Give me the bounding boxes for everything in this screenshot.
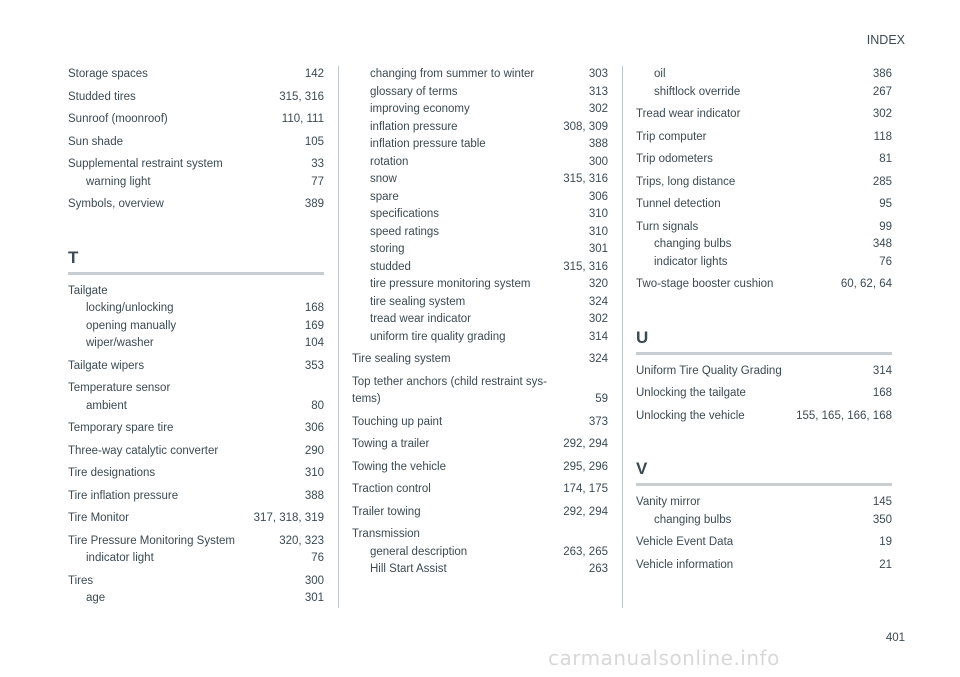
index-term: Top tether anchors (child restraint sys-tems) [352,375,547,405]
index-entry [68,443,324,461]
index-entry [352,119,608,137]
index-term: Three-way catalytic converter [68,444,219,457]
index-entry [352,206,608,224]
index-entry [636,408,892,426]
index-page-refs: 290 [304,444,324,457]
index-page-refs: 310 [588,208,608,220]
index-term: Sun shade [68,135,123,148]
index-group [636,363,892,426]
index-entry [68,318,324,336]
index-entry [352,481,608,499]
index-letter-heading: U [636,328,892,355]
index-entry [352,561,608,579]
index-term: Tires [68,574,94,587]
index-term: Uniform Tire Quality Grading [636,364,782,377]
index-group [352,66,608,579]
index-term: Tunnel detection [636,198,721,210]
index-term: general description [370,545,468,558]
index-page-refs: 21 [879,558,892,571]
index-entry [352,189,608,207]
index-entry [352,504,608,522]
index-term: Sunroof (moonroof) [68,113,168,125]
index-page-refs: 168 [304,302,324,314]
index-entry [68,573,324,591]
index-term: Trip odometers [636,153,713,165]
index-page-refs: 303 [588,68,608,80]
index-page-refs: 263, 265 [563,545,608,558]
index-entry [636,84,892,102]
index-column-1 [68,66,324,608]
index-entry [68,358,324,376]
index-entry [68,174,324,192]
index-page-refs: 60, 62, 64 [840,278,892,290]
index-page-refs: 302 [872,108,892,120]
index-page-refs: 306 [304,422,324,434]
index-entry [352,459,608,477]
index-entry [636,174,892,192]
index-term: Touching up paint [352,415,443,428]
index-page-refs: 118 [873,130,892,143]
index-term: Symbols, overview [68,198,164,210]
index-term: storing [370,243,405,255]
index-page-refs: 59 [595,393,608,405]
index-page-refs: 174, 175 [563,483,608,495]
index-entry [68,533,324,551]
watermark: carmanualsonline.info [548,646,780,670]
index-page-refs: 300 [304,574,324,587]
index-term: age [86,592,106,604]
index-entry [352,414,608,432]
index-term: Tire sealing system [352,353,451,365]
index-entry [352,101,608,119]
index-term: studded [370,260,411,273]
index-page-refs: 389 [304,198,324,210]
column-divider [622,66,623,608]
index-term: inflation pressure table [370,138,486,150]
index-group [636,66,892,294]
index-term: opening manually [86,319,177,332]
index-page-refs: 386 [872,68,892,80]
index-term: Storage spaces [68,68,148,80]
index-entry [68,196,324,214]
index-entry [352,66,608,84]
index-page-refs: 310 [588,225,608,238]
index-term: changing from summer to winter [370,68,535,80]
index-entry [352,171,608,189]
index-term: speed ratings [370,225,440,238]
index-term: spare [370,190,399,203]
index-entry [352,241,608,259]
running-header: INDEX [866,33,905,47]
index-term: changing bulbs [654,238,732,250]
index-entry [352,276,608,294]
index-page-refs: 81 [879,153,892,165]
index-page-refs: 292, 294 [563,438,608,450]
index-term: Traction control [352,483,431,495]
index-letter-heading: T [68,248,324,275]
index-term: indicator lights [654,255,728,268]
index-entry [636,236,892,254]
index-term: Temporary spare tire [68,422,174,434]
index-entry [636,385,892,403]
index-entry [636,219,892,237]
index-term: Trip computer [636,130,707,143]
index-page-refs: 388 [588,138,608,150]
index-entry [636,66,892,84]
index-page-refs: 80 [311,399,324,412]
index-page-refs: 99 [879,220,892,233]
index-entry [352,436,608,454]
index-page-refs: 301 [304,592,324,604]
index-term: Turn signals [636,220,699,233]
index-entry [636,196,892,214]
index-term: Temperature sensor [68,382,171,394]
index-page-refs: 308, 309 [563,120,608,133]
index-entry [68,300,324,318]
index-group [68,283,324,608]
index-term: Unlocking the vehicle [636,409,745,422]
index-entry [352,311,608,329]
index-term: Towing the vehicle [352,460,446,473]
index-page-refs: 300 [588,155,608,168]
index-page-refs: 295, 296 [563,460,608,473]
index-term: Vanity mirror [636,496,701,508]
index-page-refs: 301 [588,243,608,255]
index-page-refs: 348 [872,238,892,250]
index-term: Two-stage booster cushion [636,278,774,290]
index-entry [68,134,324,152]
index-term: ambient [86,399,127,412]
index-entry [636,276,892,294]
index-page-refs: 110, 111 [281,113,324,125]
index-term: Unlocking the tailgate [636,387,746,399]
column-divider [338,66,339,608]
index-letter-heading: V [636,459,892,486]
index-term: Tire Monitor [68,512,129,524]
index-page-refs: 169 [304,319,324,332]
index-entry [636,363,892,381]
index-entry [68,380,324,398]
index-entry [352,526,608,544]
index-term: indicator light [86,552,154,564]
index-entry [68,156,324,174]
index-page-refs: 19 [879,536,892,548]
index-term: Tire designations [68,467,156,479]
index-entry [68,465,324,483]
index-page-refs: 263 [588,563,608,575]
index-group [68,66,324,214]
index-page-refs: 77 [311,175,324,188]
index-entry [636,494,892,512]
index-entry [352,84,608,102]
index-term: Hill Start Assist [370,563,447,575]
index-term: warning light [86,175,151,188]
index-entry [68,510,324,528]
index-term: specifications [370,208,440,220]
index-entry [352,294,608,312]
index-entry [68,420,324,438]
index-column-2 [352,66,608,579]
index-term: Vehicle Event Data [636,536,734,548]
index-page-refs: 155, 165, 166, 168 [796,409,892,422]
index-page-refs: 314 [872,364,892,377]
index-term: inflation pressure [370,120,458,133]
index-entry [352,351,608,369]
index-page-refs: 315, 316 [563,173,608,185]
index-page-refs: 306 [588,190,608,203]
index-term: Supplemental restraint system [68,158,223,170]
index-page-refs: 310 [304,467,324,479]
index-page-refs: 76 [311,552,324,564]
index-entry [352,374,608,409]
page-number: 401 [885,632,905,644]
index-entry [636,129,892,147]
index-term: locking/unlocking [86,302,174,314]
index-entry [68,89,324,107]
index-page-refs: 320, 323 [279,534,324,547]
index-page-refs: 95 [879,198,892,210]
index-column-3 [636,66,892,574]
index-page-refs: 302 [588,313,608,325]
index-term: shiftlock override [654,85,741,98]
index-entry [636,151,892,169]
index-page-refs: 76 [879,255,892,268]
index-entry [68,398,324,416]
index-term: Towing a trailer [352,438,430,450]
index-entry [352,224,608,242]
index-page-refs: 315, 316 [563,260,608,273]
index-term: rotation [370,155,409,168]
index-page-refs: 267 [872,85,892,98]
index-entry [636,106,892,124]
index-term: Tread wear indicator [636,108,741,120]
index-page-refs: 105 [304,135,324,148]
index-page-refs: 292, 294 [563,505,608,518]
index-page-refs: 302 [588,103,608,115]
index-entry [352,544,608,562]
index-term: Tailgate wipers [68,359,145,372]
index-entry [636,254,892,272]
index-page-refs: 33 [311,158,324,170]
index-entry [68,283,324,301]
index-page-refs: 350 [872,513,892,526]
index-page-refs: 145 [872,496,892,508]
index-term: snow [370,173,397,185]
index-page-refs: 373 [588,415,608,428]
index-entry [68,66,324,84]
index-page-refs: 388 [304,489,324,502]
index-page-refs: 317, 318, 319 [253,512,324,524]
index-page-refs: 315, 316 [279,90,324,103]
index-term: Tire Pressure Monitoring System [68,534,236,547]
index-page-refs: 353 [304,359,324,372]
index-page-refs: 324 [588,295,608,308]
index-entry [352,154,608,172]
index-page-refs: 313 [588,85,608,98]
index-page-refs: 142 [304,68,324,80]
index-entry [68,590,324,608]
index-group [636,494,892,574]
index-term: Trailer towing [352,505,421,518]
index-entry [68,550,324,568]
index-entry [636,512,892,530]
index-page-refs: 314 [588,330,608,343]
index-term: Tire inflation pressure [68,489,179,502]
index-entry [352,259,608,277]
index-term: tire sealing system [370,295,466,308]
index-term: tire pressure monitoring system [370,278,531,290]
index-term: changing bulbs [654,513,732,526]
index-entry [352,329,608,347]
index-page-refs: 324 [588,353,608,365]
index-entry [68,335,324,353]
index-term: oil [654,68,666,80]
index-term: Transmission [352,528,420,540]
index-page-refs: 285 [872,175,892,188]
index-entry [68,111,324,129]
index-term: wiper/washer [86,337,154,349]
index-term: Tailgate [68,284,108,297]
index-term: uniform tire quality grading [370,330,506,343]
index-term: glossary of terms [370,85,458,98]
index-page-refs: 168 [872,387,892,399]
index-page-refs: 320 [588,278,608,290]
index-term: tread wear indicator [370,313,471,325]
index-term: improving economy [370,103,470,115]
index-entry [352,136,608,154]
index-page-refs: 104 [304,337,324,349]
index-term: Studded tires [68,90,136,103]
index-entry [68,488,324,506]
index-entry [636,534,892,552]
index-entry [636,557,892,575]
index-term: Vehicle information [636,558,734,571]
index-term: Trips, long distance [636,175,736,188]
